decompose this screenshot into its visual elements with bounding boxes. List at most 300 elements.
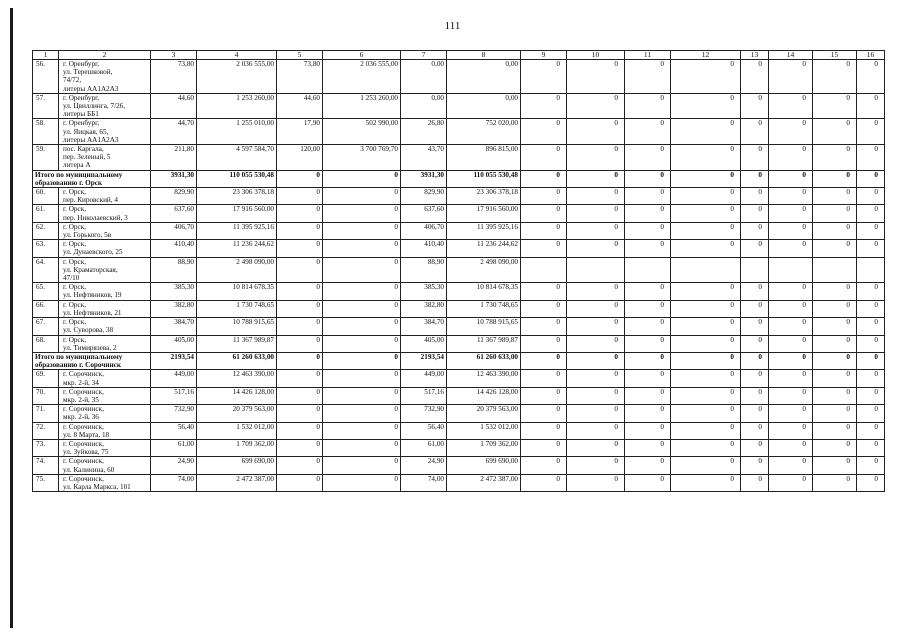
value-cell-c12: 0 (671, 335, 741, 352)
value-cell-c16: 0 (857, 405, 885, 422)
value-cell-c3: 88,90 (151, 257, 197, 283)
value-cell-c11: 0 (625, 170, 671, 187)
value-cell-c8: 10 788 915,65 (447, 318, 521, 335)
value-cell-c10: 0 (567, 60, 625, 94)
value-cell-c7: 0,00 (401, 93, 447, 119)
value-cell-c10: 0 (567, 205, 625, 222)
value-cell-c11: 0 (625, 145, 671, 171)
address-line: г. Оренбург, (63, 93, 100, 102)
value-cell-c5: 0 (277, 474, 323, 491)
value-cell-c11: 0 (625, 457, 671, 474)
value-cell-c16: 0 (857, 370, 885, 387)
value-cell-c15: 0 (813, 405, 857, 422)
value-cell-c14: 0 (769, 93, 813, 119)
value-cell-c15: 0 (813, 188, 857, 205)
value-cell-c5: 0 (277, 387, 323, 404)
value-cell-c12: 0 (671, 119, 741, 145)
value-cell-c8: 11 236 244,62 (447, 240, 521, 257)
row-index: 72. (33, 422, 59, 439)
value-cell-c12: 0 (671, 387, 741, 404)
column-number-header: 2 (59, 51, 151, 60)
value-cell-c3: 73,80 (151, 60, 197, 94)
address-line: ул. Зуйкова, 75 (63, 448, 109, 457)
table-row (33, 457, 885, 474)
value-cell-c3: 44,70 (151, 119, 197, 145)
column-number-header: 12 (671, 51, 741, 60)
value-cell-c14: 0 (769, 188, 813, 205)
value-cell-c7: 382,80 (401, 300, 447, 317)
value-cell-c5: 17,90 (277, 119, 323, 145)
value-cell-c6: 0 (323, 240, 401, 257)
value-cell-c12: 0 (671, 240, 741, 257)
value-cell-c9: 0 (521, 188, 567, 205)
table-row (33, 474, 885, 491)
value-cell-c3: 410,40 (151, 240, 197, 257)
address-cell (59, 222, 151, 239)
value-cell-c14: 0 (769, 205, 813, 222)
value-cell-c9: 0 (521, 422, 567, 439)
value-cell-c14: 0 (769, 222, 813, 239)
value-cell-c3: 211,80 (151, 145, 197, 171)
address-line: ул. Тимирязева, 2 (63, 343, 117, 352)
value-cell-c6: 0 (323, 257, 401, 283)
value-cell-c3: 637,60 (151, 205, 197, 222)
value-cell-c7: 829,90 (401, 188, 447, 205)
address-cell (59, 145, 151, 171)
value-cell-c8: 14 426 128,00 (447, 387, 521, 404)
value-cell-c7: 26,80 (401, 119, 447, 145)
value-cell-c4: 1 730 748,65 (197, 300, 277, 317)
address-line: г. Сорочинск, (63, 405, 104, 414)
value-cell-c13: 0 (741, 370, 769, 387)
value-cell-c6: 502 990,00 (323, 119, 401, 145)
value-cell-c7: 43,70 (401, 145, 447, 171)
value-cell-c4: 4 597 584,70 (197, 145, 277, 171)
value-cell-c14: 0 (769, 352, 813, 369)
value-cell-c13: 0 (741, 335, 769, 352)
value-cell-c5: 0 (277, 318, 323, 335)
row-index: 60. (33, 188, 59, 205)
value-cell-c16: 0 (857, 240, 885, 257)
address-line: пер. Кировский, 4 (63, 196, 118, 205)
value-cell-c4: 110 055 530,48 (197, 170, 277, 187)
value-cell-c10: 0 (567, 335, 625, 352)
value-cell-c14: 0 (769, 387, 813, 404)
value-cell-c15: 0 (813, 119, 857, 145)
table-row (33, 300, 885, 317)
address-line: г. Орск, (63, 318, 86, 327)
value-cell-c5: 73,80 (277, 60, 323, 94)
address-line: г. Оренбург, (63, 60, 100, 68)
value-cell-c14: 0 (769, 240, 813, 257)
value-cell-c6: 0 (323, 422, 401, 439)
value-cell-c4: 20 379 563,00 (197, 405, 277, 422)
table-row (33, 188, 885, 205)
value-cell-c4: 699 690,00 (197, 457, 277, 474)
value-cell-c9: 0 (521, 439, 567, 456)
value-cell-c15: 0 (813, 170, 857, 187)
address-line: г. Орск, (63, 205, 86, 214)
address-cell (59, 405, 151, 422)
value-cell-c10: 0 (567, 145, 625, 171)
value-cell-c11 (625, 257, 671, 283)
value-cell-c13 (741, 257, 769, 283)
value-cell-c10: 0 (567, 93, 625, 119)
address-cell (59, 387, 151, 404)
value-cell-c12: 0 (671, 300, 741, 317)
column-number-header: 16 (857, 51, 885, 60)
column-number-header: 13 (741, 51, 769, 60)
value-cell-c7: 56,40 (401, 422, 447, 439)
value-cell-c14: 0 (769, 422, 813, 439)
value-cell-c14: 0 (769, 60, 813, 94)
value-cell-c15: 0 (813, 387, 857, 404)
value-cell-c13: 0 (741, 170, 769, 187)
value-cell-c8: 896 815,00 (447, 145, 521, 171)
row-index: 68. (33, 335, 59, 352)
table-row (33, 370, 885, 387)
address-line: пер. Зеленый, 5 (63, 153, 111, 162)
value-cell-c11: 0 (625, 205, 671, 222)
value-cell-c8: 752 020,00 (447, 119, 521, 145)
value-cell-c11: 0 (625, 474, 671, 491)
value-cell-c4: 1 532 012,00 (197, 422, 277, 439)
subtotal-row (33, 352, 885, 369)
value-cell-c13: 0 (741, 457, 769, 474)
column-number-header: 9 (521, 51, 567, 60)
value-cell-c11: 0 (625, 93, 671, 119)
value-cell-c16: 0 (857, 335, 885, 352)
value-cell-c11: 0 (625, 283, 671, 300)
value-cell-c13: 0 (741, 422, 769, 439)
value-cell-c14: 0 (769, 145, 813, 171)
value-cell-c14: 0 (769, 119, 813, 145)
value-cell-c11: 0 (625, 119, 671, 145)
value-cell-c11: 0 (625, 240, 671, 257)
value-cell-c15: 0 (813, 145, 857, 171)
value-cell-c12 (671, 257, 741, 283)
value-cell-c3: 24,90 (151, 457, 197, 474)
value-cell-c7: 517,16 (401, 387, 447, 404)
value-cell-c9: 0 (521, 300, 567, 317)
housing-data-table (32, 50, 885, 492)
value-cell-c4: 12 463 390,00 (197, 370, 277, 387)
address-cell (59, 257, 151, 283)
subtotal-label-line: Итого по муниципальному (35, 352, 123, 361)
table-row (33, 145, 885, 171)
value-cell-c6: 1 253 260,00 (323, 93, 401, 119)
value-cell-c5: 0 (277, 205, 323, 222)
value-cell-c11: 0 (625, 352, 671, 369)
value-cell-c9: 0 (521, 370, 567, 387)
subtotal-label (33, 352, 151, 369)
value-cell-c4: 17 916 560,00 (197, 205, 277, 222)
value-cell-c10: 0 (567, 119, 625, 145)
address-line: литеры АА1А2А3 (63, 84, 119, 93)
value-cell-c12: 0 (671, 145, 741, 171)
value-cell-c5: 0 (277, 422, 323, 439)
row-index: 66. (33, 300, 59, 317)
value-cell-c10: 0 (567, 422, 625, 439)
value-cell-c15: 0 (813, 300, 857, 317)
value-cell-c7: 2193,54 (401, 352, 447, 369)
value-cell-c3: 61,00 (151, 439, 197, 456)
address-line: ул. Суворова, 38 (63, 326, 114, 335)
table-row (33, 205, 885, 222)
value-cell-c12: 0 (671, 318, 741, 335)
address-line: г. Орск, (63, 222, 86, 231)
value-cell-c8: 12 463 390,00 (447, 370, 521, 387)
value-cell-c5: 0 (277, 283, 323, 300)
value-cell-c15: 0 (813, 422, 857, 439)
address-cell (59, 119, 151, 145)
binder-line (10, 8, 13, 628)
value-cell-c13: 0 (741, 205, 769, 222)
value-cell-c5: 0 (277, 240, 323, 257)
table-row (33, 60, 885, 94)
value-cell-c11: 0 (625, 405, 671, 422)
column-number-header: 1 (33, 51, 59, 60)
column-number-header: 14 (769, 51, 813, 60)
address-cell (59, 300, 151, 317)
address-line: г. Сорочинск, (63, 474, 104, 483)
value-cell-c11: 0 (625, 188, 671, 205)
value-cell-c3: 382,80 (151, 300, 197, 317)
value-cell-c11: 0 (625, 387, 671, 404)
value-cell-c13: 0 (741, 145, 769, 171)
address-line: г. Орск, (63, 335, 86, 344)
value-cell-c8: 110 055 530,48 (447, 170, 521, 187)
value-cell-c7: 405,00 (401, 335, 447, 352)
address-line: ул. Калинина, 60 (63, 465, 115, 474)
value-cell-c16: 0 (857, 283, 885, 300)
value-cell-c14: 0 (769, 283, 813, 300)
value-cell-c4: 2 036 555,00 (197, 60, 277, 94)
value-cell-c8: 1 730 748,65 (447, 300, 521, 317)
table-row (33, 318, 885, 335)
value-cell-c10 (567, 257, 625, 283)
value-cell-c12: 0 (671, 283, 741, 300)
value-cell-c8: 2 498 090,00 (447, 257, 521, 283)
value-cell-c8: 61 260 633,00 (447, 352, 521, 369)
table-row (33, 240, 885, 257)
value-cell-c10: 0 (567, 222, 625, 239)
value-cell-c6: 0 (323, 300, 401, 317)
value-cell-c15: 0 (813, 370, 857, 387)
column-number-header: 10 (567, 51, 625, 60)
value-cell-c9: 0 (521, 93, 567, 119)
value-cell-c7: 384,70 (401, 318, 447, 335)
value-cell-c10: 0 (567, 283, 625, 300)
column-number-header: 6 (323, 51, 401, 60)
address-line: г. Оренбург, (63, 119, 100, 128)
value-cell-c11: 0 (625, 318, 671, 335)
value-cell-c10: 0 (567, 405, 625, 422)
table-row (33, 335, 885, 352)
value-cell-c16: 0 (857, 119, 885, 145)
value-cell-c14: 0 (769, 405, 813, 422)
column-number-header: 5 (277, 51, 323, 60)
value-cell-c14: 0 (769, 300, 813, 317)
address-line: 47/10 (63, 274, 80, 283)
value-cell-c4: 10 814 678,35 (197, 283, 277, 300)
table-row (33, 439, 885, 456)
address-cell (59, 457, 151, 474)
value-cell-c6: 0 (323, 352, 401, 369)
value-cell-c16: 0 (857, 60, 885, 94)
address-line: г. Сорочинск, (63, 422, 104, 431)
value-cell-c6: 0 (323, 370, 401, 387)
value-cell-c9: 0 (521, 119, 567, 145)
value-cell-c16: 0 (857, 93, 885, 119)
column-number-header: 7 (401, 51, 447, 60)
value-cell-c3: 2193,54 (151, 352, 197, 369)
table-body (33, 60, 885, 492)
value-cell-c9: 0 (521, 318, 567, 335)
value-cell-c5: 0 (277, 257, 323, 283)
address-cell (59, 335, 151, 352)
value-cell-c5: 0 (277, 300, 323, 317)
value-cell-c6: 0 (323, 283, 401, 300)
value-cell-c15: 0 (813, 283, 857, 300)
address-cell (59, 205, 151, 222)
value-cell-c16: 0 (857, 318, 885, 335)
address-cell (59, 318, 151, 335)
value-cell-c13: 0 (741, 300, 769, 317)
value-cell-c15: 0 (813, 205, 857, 222)
value-cell-c5: 0 (277, 335, 323, 352)
address-line: литера А (63, 161, 91, 170)
address-line: ул. Яицкая, 65, (63, 127, 109, 136)
value-cell-c16: 0 (857, 422, 885, 439)
value-cell-c7: 732,90 (401, 405, 447, 422)
value-cell-c6: 0 (323, 474, 401, 491)
address-line: г. Орск, (63, 257, 86, 266)
page-number: 111 (444, 20, 461, 32)
value-cell-c10: 0 (567, 370, 625, 387)
value-cell-c9: 0 (521, 457, 567, 474)
address-cell (59, 439, 151, 456)
value-cell-c5: 0 (277, 352, 323, 369)
address-cell (59, 422, 151, 439)
row-index: 69. (33, 370, 59, 387)
value-cell-c11: 0 (625, 370, 671, 387)
value-cell-c12: 0 (671, 457, 741, 474)
address-line: мкр. 2-й, 34 (63, 378, 99, 387)
address-line: г. Орск, (63, 188, 86, 197)
value-cell-c15: 0 (813, 352, 857, 369)
value-cell-c14: 0 (769, 335, 813, 352)
value-cell-c6: 0 (323, 387, 401, 404)
value-cell-c10: 0 (567, 387, 625, 404)
value-cell-c10: 0 (567, 188, 625, 205)
value-cell-c7: 0,00 (401, 60, 447, 94)
value-cell-c14: 0 (769, 457, 813, 474)
value-cell-c8: 1 532 012,00 (447, 422, 521, 439)
value-cell-c4: 11 236 244,62 (197, 240, 277, 257)
row-index: 64. (33, 257, 59, 283)
value-cell-c15 (813, 257, 857, 283)
value-cell-c5: 0 (277, 405, 323, 422)
value-cell-c6: 0 (323, 170, 401, 187)
column-number-header: 3 (151, 51, 197, 60)
table-row (33, 283, 885, 300)
value-cell-c4: 1 255 010,00 (197, 119, 277, 145)
column-number-header: 15 (813, 51, 857, 60)
value-cell-c15: 0 (813, 335, 857, 352)
value-cell-c8: 11 395 925,16 (447, 222, 521, 239)
value-cell-c4: 61 260 633,00 (197, 352, 277, 369)
value-cell-c16: 0 (857, 474, 885, 491)
value-cell-c16: 0 (857, 188, 885, 205)
value-cell-c11: 0 (625, 300, 671, 317)
value-cell-c15: 0 (813, 222, 857, 239)
value-cell-c12: 0 (671, 205, 741, 222)
value-cell-c7: 3931,30 (401, 170, 447, 187)
value-cell-c11: 0 (625, 222, 671, 239)
value-cell-c6: 0 (323, 188, 401, 205)
table-row (33, 93, 885, 119)
address-line: мкр. 2-й, 35 (63, 395, 99, 404)
value-cell-c12: 0 (671, 370, 741, 387)
value-cell-c5: 0 (277, 222, 323, 239)
value-cell-c9: 0 (521, 240, 567, 257)
value-cell-c10: 0 (567, 170, 625, 187)
column-number-header: 8 (447, 51, 521, 60)
value-cell-c6: 3 700 769,70 (323, 145, 401, 171)
value-cell-c4: 10 788 915,65 (197, 318, 277, 335)
value-cell-c13: 0 (741, 60, 769, 94)
value-cell-c6: 0 (323, 318, 401, 335)
value-cell-c13: 0 (741, 119, 769, 145)
value-cell-c5: 0 (277, 439, 323, 456)
value-cell-c15: 0 (813, 60, 857, 94)
address-cell (59, 60, 151, 94)
row-index: 57. (33, 93, 59, 119)
value-cell-c5: 44,60 (277, 93, 323, 119)
value-cell-c4: 1 253 260,00 (197, 93, 277, 119)
value-cell-c14 (769, 257, 813, 283)
value-cell-c9 (521, 257, 567, 283)
value-cell-c10: 0 (567, 474, 625, 491)
address-line: ул. Нефтяников, 21 (63, 308, 122, 317)
column-number-row (33, 51, 885, 60)
value-cell-c3: 56,40 (151, 422, 197, 439)
value-cell-c12: 0 (671, 422, 741, 439)
value-cell-c16: 0 (857, 300, 885, 317)
value-cell-c10: 0 (567, 457, 625, 474)
subtotal-label (33, 170, 151, 187)
value-cell-c13: 0 (741, 387, 769, 404)
value-cell-c12: 0 (671, 352, 741, 369)
value-cell-c13: 0 (741, 240, 769, 257)
value-cell-c9: 0 (521, 474, 567, 491)
value-cell-c3: 44,60 (151, 93, 197, 119)
address-cell (59, 370, 151, 387)
value-cell-c13: 0 (741, 283, 769, 300)
column-number-header: 4 (197, 51, 277, 60)
row-index: 71. (33, 405, 59, 422)
table-row (33, 387, 885, 404)
address-line: г. Сорочинск, (63, 387, 104, 396)
row-index: 74. (33, 457, 59, 474)
address-cell (59, 474, 151, 491)
value-cell-c10: 0 (567, 300, 625, 317)
value-cell-c14: 0 (769, 170, 813, 187)
table-row (33, 405, 885, 422)
value-cell-c10: 0 (567, 318, 625, 335)
subtotal-label-line: образованию г. Сорочинск (35, 361, 121, 370)
